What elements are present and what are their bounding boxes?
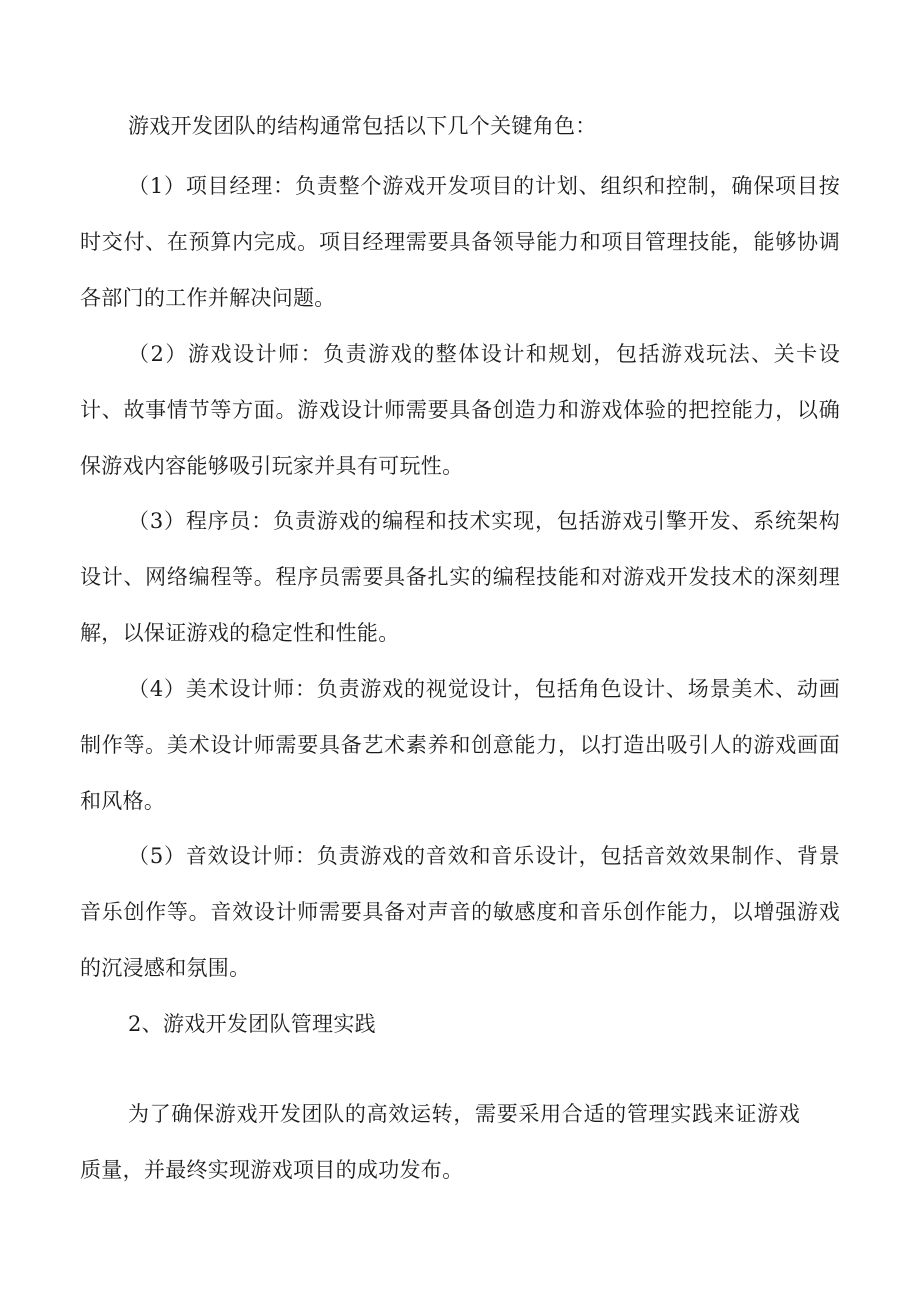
- intro-paragraph: 游戏开发团队的结构通常包括以下几个关键角色：: [128, 114, 597, 138]
- role-art-designer-paragraph: （4）美术设计师：负责游戏的视觉设计，包括角色设计、场景美术、动画制作等。美术设计师需要具备艺术素养和创意能力，以打造出吸引人的游戏画面和风格。: [80, 677, 840, 813]
- role-project-manager-paragraph: （1）项目经理：负责整个游戏开发项目的计划、组织和控制，确保项目按时交付、在预算内完成。项目经理需要具备领导能力和项目管理技能，能够协调各部门的工作并解决问题。: [80, 174, 840, 310]
- role-game-designer-paragraph: （2）游戏设计师：负责游戏的整体设计和规划，包括游戏玩法、关卡设计、故事情节等方面。游戏设计师需要具备创造力和游戏体验的把控能力，以确保游戏内容能够吸引玩家并具有可玩性。: [80, 342, 840, 478]
- closing-paragraph: 为了确保游戏开发团队的高效运转，需要采用合适的管理实践来证游戏质量，并最终实现游戏项目的成功发布。: [80, 1102, 800, 1182]
- role-programmer-paragraph: （3）程序员：负责游戏的编程和技术实现，包括游戏引擎开发、系统架构设计、网络编程等。程序员需要具备扎实的编程技能和对游戏开发技术的深刻理解，以保证游戏的稳定性和性能。: [80, 509, 840, 645]
- role-sound-designer-paragraph: （5）音效设计师：负责游戏的音效和音乐设计，包括音效效果制作、背景音乐创作等。音效设计师需要具备对声音的敏感度和音乐创作能力，以增强游戏的沉浸感和氛围。: [80, 844, 840, 980]
- section-heading: 2、游戏开发团队管理实践: [128, 1012, 376, 1036]
